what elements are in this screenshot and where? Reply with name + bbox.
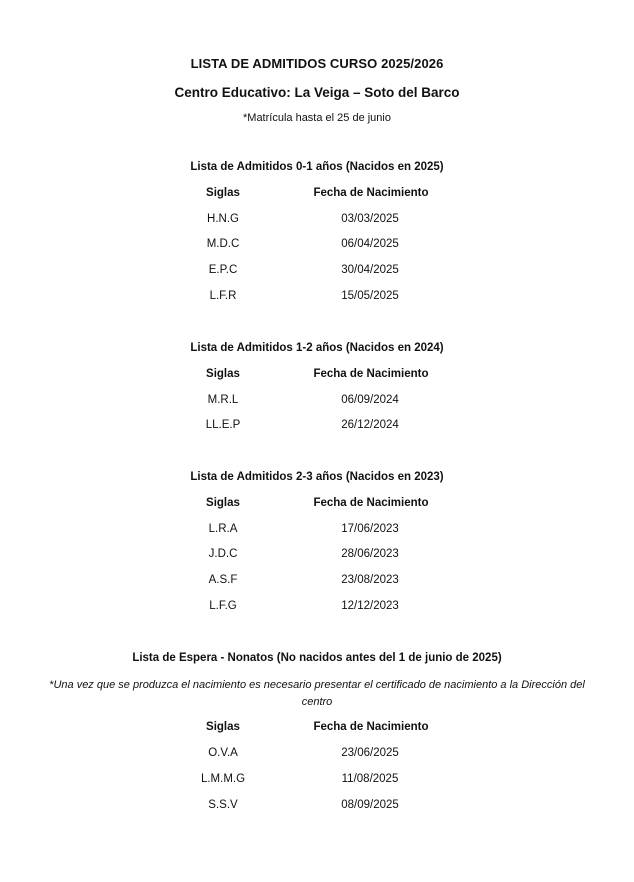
column-header-fecha: Fecha de Nacimiento	[313, 368, 429, 380]
enrollment-deadline-note: *Matrícula hasta el 25 de junio	[243, 112, 391, 124]
center-name: Centro Educativo: La Veiga – Soto del Barco	[174, 85, 460, 100]
table-header	[0, 721, 634, 737]
table-row	[0, 799, 634, 815]
table-row	[0, 600, 634, 616]
table-row	[0, 264, 634, 280]
table-row	[0, 747, 634, 763]
fecha-cell: 15/05/2025	[341, 290, 399, 302]
fecha-cell: 17/06/2023	[341, 523, 399, 535]
fecha-cell: 03/03/2025	[341, 213, 399, 225]
fecha-cell: 08/09/2025	[341, 799, 399, 811]
table-row	[0, 574, 634, 590]
column-header-siglas: Siglas	[206, 187, 240, 199]
section-heading: Lista de Admitidos 1-2 años (Nacidos en 2024)	[190, 342, 444, 354]
fecha-cell: 23/06/2025	[341, 747, 399, 759]
fecha-cell: 06/09/2024	[341, 394, 399, 406]
siglas-cell: J.D.C	[208, 548, 238, 560]
table-header	[0, 187, 634, 203]
table-row	[0, 213, 634, 229]
siglas-cell: O.V.A	[208, 747, 238, 759]
fecha-cell: 06/04/2025	[341, 238, 399, 250]
fecha-cell: 26/12/2024	[341, 419, 399, 431]
table-row	[0, 548, 634, 564]
siglas-cell: E.P.C	[208, 264, 238, 276]
siglas-cell: S.S.V	[208, 799, 238, 811]
siglas-cell: A.S.F	[208, 574, 238, 586]
siglas-cell: L.R.A	[208, 523, 238, 535]
section-heading: Lista de Admitidos 2-3 años (Nacidos en 2023)	[190, 471, 444, 483]
birth-certificate-note: *Una vez que se produzca el nacimiento es necesario presentar el certificado de nacimiento a la Dirección del centro	[49, 679, 585, 708]
fecha-cell: 30/04/2025	[341, 264, 399, 276]
fecha-cell: 28/06/2023	[341, 548, 399, 560]
table-row	[0, 419, 634, 435]
fecha-cell: 11/08/2025	[341, 773, 399, 785]
table-header	[0, 497, 634, 513]
column-header-siglas: Siglas	[206, 368, 240, 380]
column-header-fecha: Fecha de Nacimiento	[313, 187, 429, 199]
table-row	[0, 290, 634, 306]
fecha-cell: 12/12/2023	[341, 600, 399, 612]
section-heading: Lista de Admitidos 0-1 años (Nacidos en 2025)	[190, 161, 444, 173]
table-row	[0, 523, 634, 539]
column-header-fecha: Fecha de Nacimiento	[313, 497, 429, 509]
fecha-cell: 23/08/2023	[341, 574, 399, 586]
siglas-cell: M.D.C	[206, 238, 240, 250]
siglas-cell: L.M.M.G	[200, 773, 246, 785]
table-header	[0, 368, 634, 384]
siglas-cell: L.F.R	[209, 290, 237, 302]
document-title: LISTA DE ADMITIDOS CURSO 2025/2026	[190, 56, 444, 71]
table-row	[0, 773, 634, 789]
column-header-siglas: Siglas	[206, 497, 240, 509]
column-header-fecha: Fecha de Nacimiento	[313, 721, 429, 733]
siglas-cell: M.R.L	[207, 394, 239, 406]
table-row	[0, 238, 634, 254]
column-header-siglas: Siglas	[206, 721, 240, 733]
siglas-cell: H.N.G	[207, 213, 239, 225]
siglas-cell: L.F.G	[209, 600, 237, 612]
table-row	[0, 394, 634, 410]
section-heading: Lista de Espera - Nonatos (No nacidos antes del 1 de junio de 2025)	[132, 652, 502, 664]
siglas-cell: LL.E.P	[205, 419, 241, 431]
